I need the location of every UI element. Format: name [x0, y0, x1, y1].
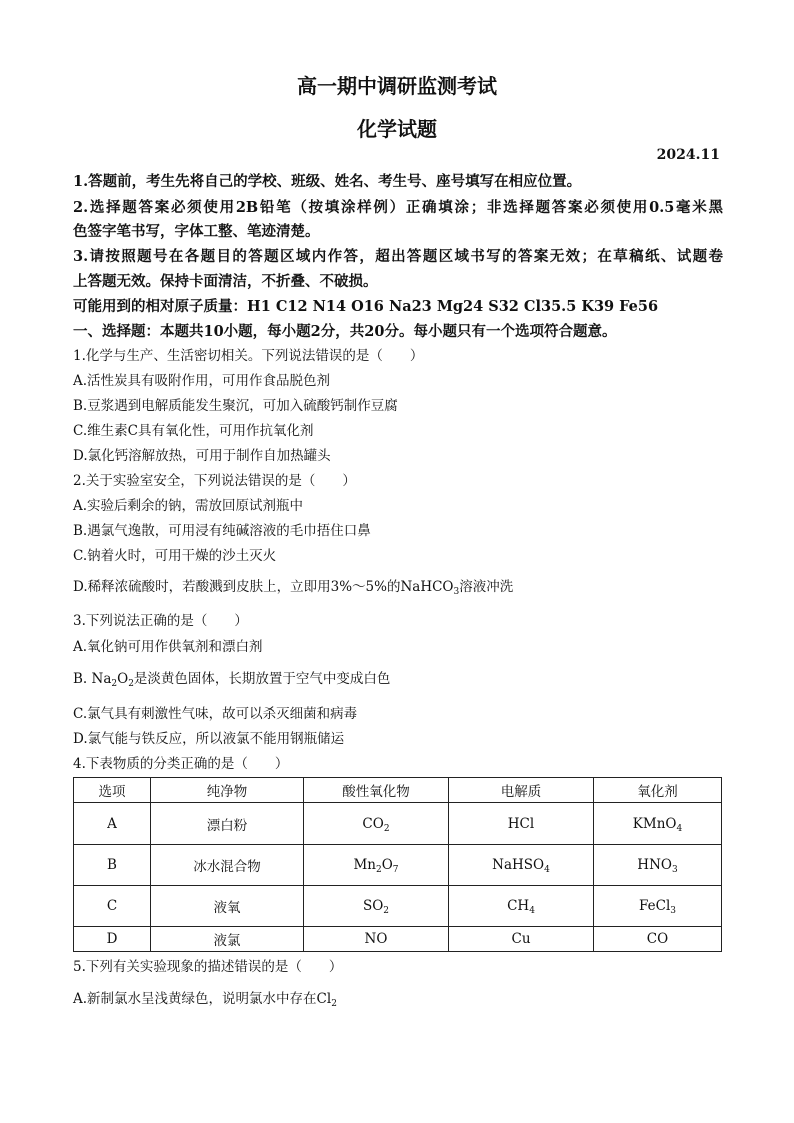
table-header-row	[74, 778, 722, 803]
formula-main: CH	[507, 898, 530, 914]
formula-sub: 4	[529, 906, 535, 916]
formula-main: Mn	[353, 857, 376, 873]
col-header-option: 选项	[74, 778, 151, 803]
formula-sub: 4	[544, 865, 550, 875]
q3-option-b-sub1: 2	[111, 679, 118, 689]
oxidant-cell	[594, 803, 722, 845]
q3-option-b	[73, 670, 723, 688]
q2-option-d-sub: 3	[453, 587, 460, 597]
q2-option-c: C.钠着火时，可用干燥的沙土灭火	[73, 548, 277, 564]
q5-option-a-text: A.新制氯水呈浅黄绿色，说明氯水中存在Cl	[73, 991, 332, 1007]
instruction-3b: 上答题无效。保持卡面清洁，不折叠、不破损。	[73, 273, 378, 290]
formula-sub: 3	[671, 865, 678, 875]
formula-sub: 2	[383, 823, 390, 834]
q1-option-d: D.氯化钙溶解放热，可用于制作自加热罐头	[73, 448, 331, 464]
oxidant-cell	[594, 845, 722, 886]
pure-cell: 液氯	[151, 927, 304, 952]
table-row	[74, 886, 722, 927]
formula-main: HNO	[637, 857, 672, 873]
table-row	[74, 927, 722, 952]
formula-main: KMnO	[632, 815, 677, 832]
electrolyte-cell	[449, 927, 594, 952]
formula-main: NaHSO	[492, 857, 545, 873]
q1-option-c: C.维生素C具有氧化性，可用作抗氧化剂	[73, 423, 314, 439]
classification-table	[73, 777, 722, 952]
q2-option-b: B.遇氯气逸散，可用浸有纯碱溶液的毛巾捂住口鼻	[73, 523, 371, 539]
formula-sub: 3	[670, 906, 676, 916]
option-cell: C	[74, 886, 151, 927]
formula-main: Cu	[511, 931, 531, 947]
acid-oxide-cell	[304, 927, 449, 952]
formula-main: CO	[646, 931, 669, 947]
instruction-1: 1.答题前，考生先将自己的学校、班级、姓名、考生号、座号填写在相应位置。	[73, 173, 582, 190]
q3-option-b-mid: O	[117, 671, 129, 687]
pure-cell: 漂白粉	[151, 803, 304, 845]
q1-stem: 1.化学与生产、生活密切相关。下列说法错误的是（ ）	[73, 348, 424, 364]
formula-main-2: O	[381, 857, 393, 873]
instruction-3a: 3.请按照题号在各题目的答题区域内作答，超出答题区域书写的答案无效；在草稿纸、试题卷	[73, 248, 723, 265]
formula-sub: 2	[383, 906, 390, 916]
pure-cell: 冰水混合物	[151, 845, 304, 886]
q3-option-c: C.氯气具有刺激性气味，故可以杀灭细菌和病毒	[73, 706, 358, 722]
col-header-oxidant: 氧化剂	[594, 778, 722, 803]
option-cell: D	[74, 927, 151, 952]
oxidant-cell	[594, 886, 722, 927]
electrolyte-cell	[449, 803, 594, 845]
instruction-2a: 2.选择题答案必须使用2B铅笔（按填涂样例）正确填涂；非选择题答案必须使用0.5毫米黑	[73, 199, 723, 216]
electrolyte-cell	[449, 886, 594, 927]
formula-main: HCl	[507, 815, 535, 832]
subject-title: 化学试题	[357, 117, 437, 141]
q3-option-a: A.氧化钠可用作供氧剂和漂白剂	[73, 639, 263, 655]
oxidant-cell	[594, 927, 722, 952]
q3-option-b-tail: 是淡黄色固体，长期放置于空气中变成白色	[133, 671, 391, 687]
atomic-masses: 可能用到的相对原子质量：H1 C12 N14 O16 Na23 Mg24 S32 Cl35.5 K39 Fe56	[73, 298, 659, 315]
q3-option-b-sub2: 2	[128, 679, 134, 689]
formula-sub-2: 7	[392, 865, 399, 875]
formula-sub: 4	[676, 823, 683, 834]
q3-option-b-text: B. Na	[73, 671, 112, 687]
formula-main: CO	[362, 815, 384, 832]
col-header-electrolyte: 电解质	[449, 778, 594, 803]
q2-option-d-text: D.稀释浓硫酸时，若酸溅到皮肤上，立即用3%～5%的NaHCO	[73, 579, 454, 595]
q2-option-d	[73, 578, 723, 596]
exam-date: 2024.11	[656, 147, 720, 163]
formula-main: SO	[362, 898, 384, 914]
acid-oxide-cell	[304, 803, 449, 845]
acid-oxide-cell	[304, 845, 449, 886]
q2-stem: 2.关于实验室安全，下列说法错误的是（ ）	[73, 473, 356, 489]
col-header-pure: 纯净物	[151, 778, 304, 803]
q1-option-b: B.豆浆遇到电解质能发生聚沉，可加入硫酸钙制作豆腐	[73, 398, 398, 414]
q5-option-a-sub: 2	[331, 999, 337, 1009]
acid-oxide-cell	[304, 886, 449, 927]
table-row	[74, 803, 722, 845]
q3-stem: 3.下列说法正确的是（ ）	[73, 613, 248, 629]
q2-option-a: A.实验后剩余的钠，需放回原试剂瓶中	[73, 498, 304, 514]
q2-option-d-tail: 溶液冲洗	[459, 579, 514, 595]
formula-main: NO	[364, 931, 388, 947]
exam-title: 高一期中调研监测考试	[297, 74, 497, 98]
instruction-2b: 色签字笔书写，字体工整、笔迹清楚。	[73, 223, 320, 240]
q4-stem: 4.下表物质的分类正确的是（ ）	[73, 756, 289, 772]
q5-stem: 5.下列有关实验现象的描述错误的是（ ）	[73, 959, 343, 975]
q5-option-a	[73, 990, 723, 1008]
formula-main: FeCl	[639, 898, 671, 914]
option-cell: A	[74, 803, 151, 845]
pure-cell: 液氧	[151, 886, 304, 927]
q1-option-a: A.活性炭具有吸附作用，可用作食品脱色剂	[73, 373, 331, 389]
q3-option-d: D.氯气能与铁反应，所以液氯不能用钢瓶储运	[73, 731, 345, 747]
formula-sub: 2	[375, 865, 382, 875]
electrolyte-cell	[449, 845, 594, 886]
table-row	[74, 845, 722, 886]
col-header-acid-oxide: 酸性氧化物	[304, 778, 449, 803]
option-cell: B	[74, 845, 151, 886]
section-heading: 一、选择题：本题共10小题，每小题2分，共20分。每小题只有一个选项符合题意。	[73, 323, 617, 340]
